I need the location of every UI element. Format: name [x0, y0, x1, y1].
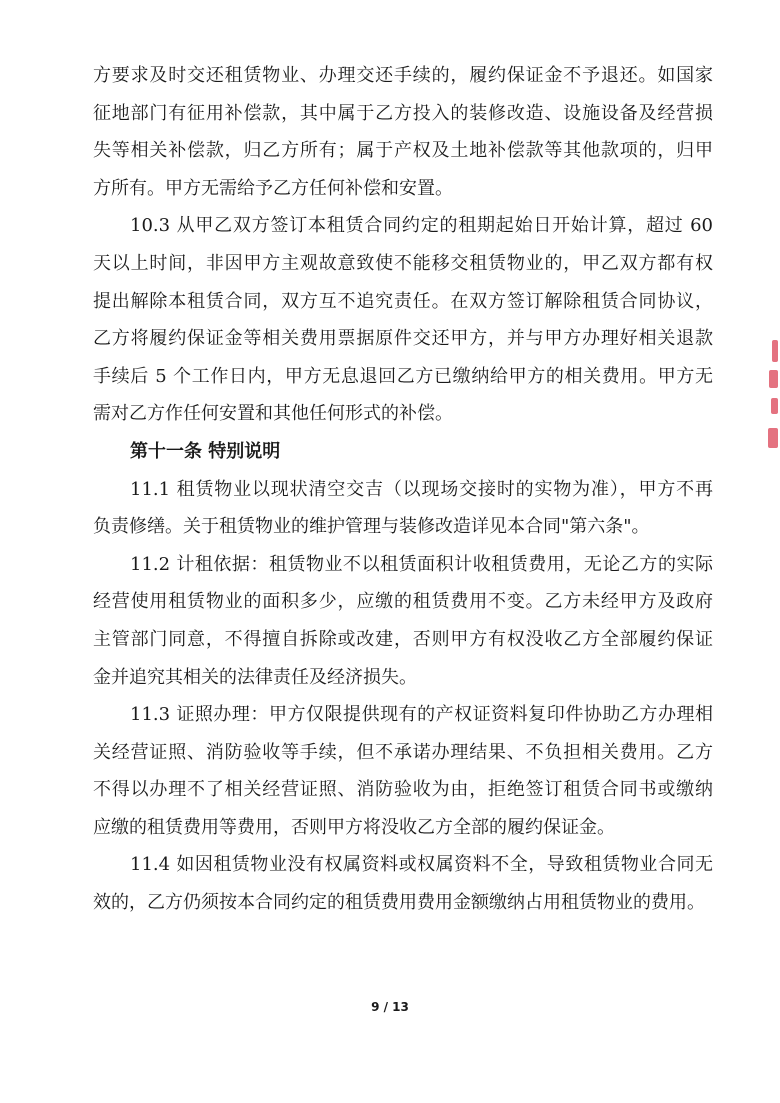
paragraph-line: 主管部门同意，不得擅自拆除或改建，否则甲方有权没收乙方全部履约保证: [93, 628, 713, 650]
paragraph-line: 天以上时间，非因甲方主观故意致使不能移交租赁物业的，甲乙双方都有权: [93, 252, 713, 274]
paragraph-line: 手续后 5 个工作日内，甲方无息退回乙方已缴纳给甲方的相关费用。甲方无: [93, 365, 713, 387]
document-body: [93, 57, 713, 922]
paragraph-line: 11.1 租赁物业以现状清空交吉（以现场交接时的实物为准），甲方不再: [130, 478, 713, 500]
paragraph-line: 不得以办理不了相关经营证照、消防验收为由，拒绝签订租赁合同书或缴纳: [93, 779, 713, 801]
paragraph-line: 关经营证照、消防验收等手续，但不承诺办理结果、不负担相关费用。乙方: [93, 741, 713, 763]
paragraph-line: 负责修缮。关于租赁物业的维护管理与装修改造详见本合同"第六条"。: [93, 516, 650, 538]
paragraph-line: 11.2 计租依据：租赁物业不以租赁面积计收租赁费用，无论乙方的实际: [130, 553, 713, 575]
paragraph-line: 征地部门有征用补偿款，其中属于乙方投入的装修改造、设施设备及经营损: [93, 102, 713, 124]
paragraph-line: 方所有。甲方无需给予乙方任何补偿和安置。: [93, 177, 453, 199]
paragraph-line: 需对乙方作任何安置和其他任何形式的补偿。: [93, 403, 453, 425]
page-number: 9 / 13: [371, 1000, 409, 1014]
paragraph-line: 11.3 证照办理：甲方仅限提供现有的产权证资料复印件协助乙方办理相: [130, 704, 713, 726]
seal-stamp-fragment: [766, 340, 780, 460]
paragraph-line: 乙方将履约保证金等相关费用票据原件交还甲方，并与甲方办理好相关退款: [93, 328, 713, 350]
paragraph-line: 11.4 如因租赁物业没有权属资料或权属资料不全，导致租赁物业合同无: [130, 854, 713, 876]
paragraph-line: 提出解除本租赁合同，双方互不追究责任。在双方签订解除租赁合同协议，: [93, 290, 713, 312]
paragraph-line: 失等相关补偿款，归乙方所有；属于产权及土地补偿款等其他款项的，归甲: [93, 140, 713, 162]
paragraph-line: 应缴的租赁费用等费用，否则甲方将没收乙方全部的履约保证金。: [93, 816, 615, 838]
paragraph-line: 经营使用租赁物业的面积多少，应缴的租赁费用不变。乙方未经甲方及政府: [93, 591, 713, 613]
paragraph-line: 效的，乙方仍须按本合同约定的租赁费用费用金额缴纳占用租赁物业的费用。: [93, 892, 705, 914]
paragraph-line: 方要求及时交还租赁物业、办理交还手续的，履约保证金不予退还。如国家: [93, 65, 713, 86]
paragraph-line: 10.3 从甲乙双方签订本租赁合同约定的租期起始日开始计算，超过 60: [130, 215, 713, 237]
paragraph-line: 金并追究其相关的法律责任及经济损失。: [93, 666, 417, 688]
section-heading: 第十一条 特别说明: [130, 440, 281, 462]
